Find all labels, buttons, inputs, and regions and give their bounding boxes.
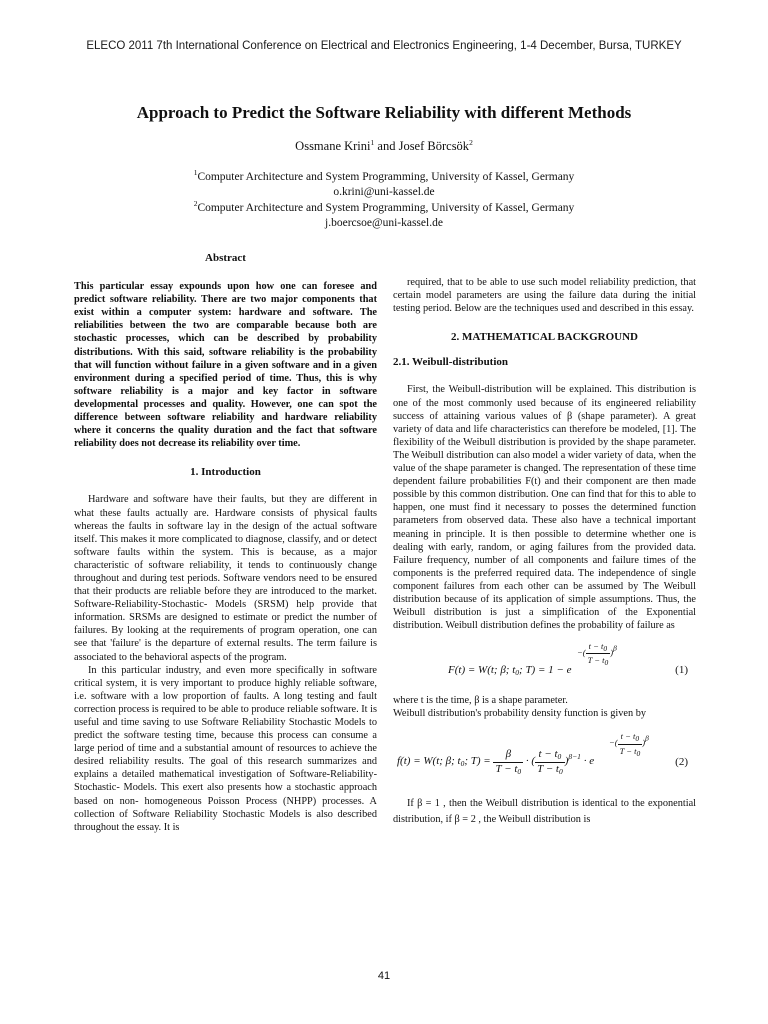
equation-1-description: where t is the time, β is a shape parameter. [393, 695, 568, 707]
equation-2-exponent: −( $\frac{t - t_0}{T - t_0}$ )$^\beta$ [609, 731, 649, 758]
author-1-mark: 1 [370, 138, 375, 147]
continuation-paragraph: required, that to be able to use such model reliability prediction, that certain model parameters are using the failure data during the initial testing period. Below are the techniques used and described in this essay. [393, 277, 696, 315]
page-number: 41 [377, 970, 391, 982]
abstract-heading: Abstract [205, 252, 246, 264]
weibull-paragraph: First, the Weibull-distribution will be explained. This distribution is one of the most commonly used because of its engineered reliability success of attaining various values of β (shape parameter). A great variety of data and life characteristics can therefore be modeled, [1]. The flexibility of the Weibull distribution is provided by the shape parameter. The Weibull distribution can also model a wider variety of data, when the value of the shape parameter is changed. The representation of these time dependent failure probabilities F(t) and their component are then made possible by this common distribution. One can find that for this to able to happen, one must find it necessary to posses the determined function parameters from observed data. These also have a technical important meaning in principle. It is then possible to determine whether one is dealing with early, random, or aging failures from the provided data. Failure frequency, number of all components and failure times of the components is the preferred required data. The independence of single component failures from each other can be assumed by The Weibull distribution because of its application of simple assumptions. Thus, the Weibull distribution is just a simplification of the Exponential distribution. Weibull distribution defines the probability of failure as [393, 384, 696, 632]
author-line [0, 139, 768, 154]
author-2-mark: 2 [469, 138, 473, 147]
introduction-paragraph-1: Hardware and software have their faults, but they are different in what these faults actually are. Hardware consists of physical faults whereas the faults in software lay in the design of the actual software itself. This makes it more complicated to diagnose, classify, and or detect software faults within the system. This is because, as a major characteristic of software reliability, it tends to continuously change throughout and during test periods. Software vendors need to be ensured that their products are reliable before they are introduced to the market. Software-Reliability-Stochastic- Models (SRSM) help provide that information. SRSMs are designed to estimate or predict the number of failures. By looking at the requirements of program operation, one can see that 'failure' is the departure of external results. The term failure is associated to the behavioral aspects of the program. [74, 494, 377, 663]
affiliation-2-text: Computer Architecture and System Programming, University of Kassel, Germany [197, 201, 575, 214]
density-intro: Weibull distribution's probability density function is given by [393, 708, 646, 720]
abstract-text: This particular essay expounds upon how one can foresee and predict software reliability. There are two major components that exist within a computer system: hardware and software. The reliabilities between the two are comparable because both are stochastic processes, which can be described by probability distributions. With this said, software reliability is the probability that will function without failure in a given software and in a given environment during a specified period of time. Thus, this is why software reliability is a major and key factor in software developmental processes and quality. However, one can spot the difference between software reliability and hardware reliability where it concerns the quality duration and the fact that software reliability does not decrease its reliability over time. [74, 281, 377, 450]
paper-title: Approach to Predict the Software Reliability with different Methods [136, 103, 632, 122]
equation-2 [393, 730, 696, 788]
equation-1-number: (1) [675, 664, 688, 677]
affiliation-2-mark: 2 [193, 198, 198, 208]
author-1: Ossmane Krini [295, 139, 371, 153]
introduction-heading: 1. Introduction [190, 466, 261, 479]
equation-1-body: F(t) = W(t; β; $t_0$; T) = 1 − e [448, 664, 572, 678]
equation-1 [393, 640, 696, 686]
affiliation-1-mark: 1 [193, 168, 198, 177]
author-2: Josef Börcsök [398, 139, 470, 153]
affiliations [0, 170, 768, 231]
section-2-heading: 2. MATHEMATICAL BACKGROUND [451, 331, 638, 344]
equation-2-body: f(t) = W(t; β; $t_0$; T) = $\frac{\beta}{T - t_0}$ · ( $\frac{t - t_0}{T - t_0}$ )$^{\beta-1}$ · e [397, 748, 595, 776]
left-column [74, 252, 377, 834]
conference-header: ELECO 2011 7th International Conference on Electrical and Electronics Engineering, 1-4 December, Bursa, TURKEY [86, 40, 682, 52]
affiliation-2-email: j.boercsoe@uni-kassel.de [325, 216, 443, 229]
affiliation-1-email: o.krini@uni-kassel.de [333, 186, 435, 199]
affiliation-1 [0, 170, 768, 185]
equation-1-exponent: −( $\frac{t - t_0}{T - t_0}$ )$^\beta$ [577, 641, 617, 668]
author-conjunction: and [374, 139, 399, 153]
subsection-2-1-heading: 2.1. Weibull-distribution [393, 356, 509, 369]
affiliation-2 [0, 198, 768, 216]
introduction-paragraph-2: In this particular industry, and even more specifically in software critical system, it is very important to produce highly reliable software, i.e. software with a low proportion of faults. A long testing and fault correction process is required to be able to produce reliable software. It is useful and time saving to use Software Reliability Stochastic Models to predict the software testing time, because this process can consume a large period of time and a substantial amount of resources to achieve the desired reliability results. The goal of this research summarizes and explains a detailed mathematical investigation of Software-Reliability-Stochastic- Models. This exert also presents how a stochastic approach based on non- homogeneous Poisson Process (NHPP) processes. A collection of Software Reliability Stochastic Models is also described throughout the essay. It is [74, 664, 377, 833]
affiliation-1-text: Computer Architecture and System Programming, University of Kassel, Germany [197, 171, 575, 183]
equation-2-number: (2) [675, 756, 688, 769]
shape-parameter-paragraph: If β = 1 , then the Weibull distribution is identical to the exponential distribution, if β = 2 , the Weibull distribution is [393, 798, 696, 826]
right-column [393, 276, 696, 828]
